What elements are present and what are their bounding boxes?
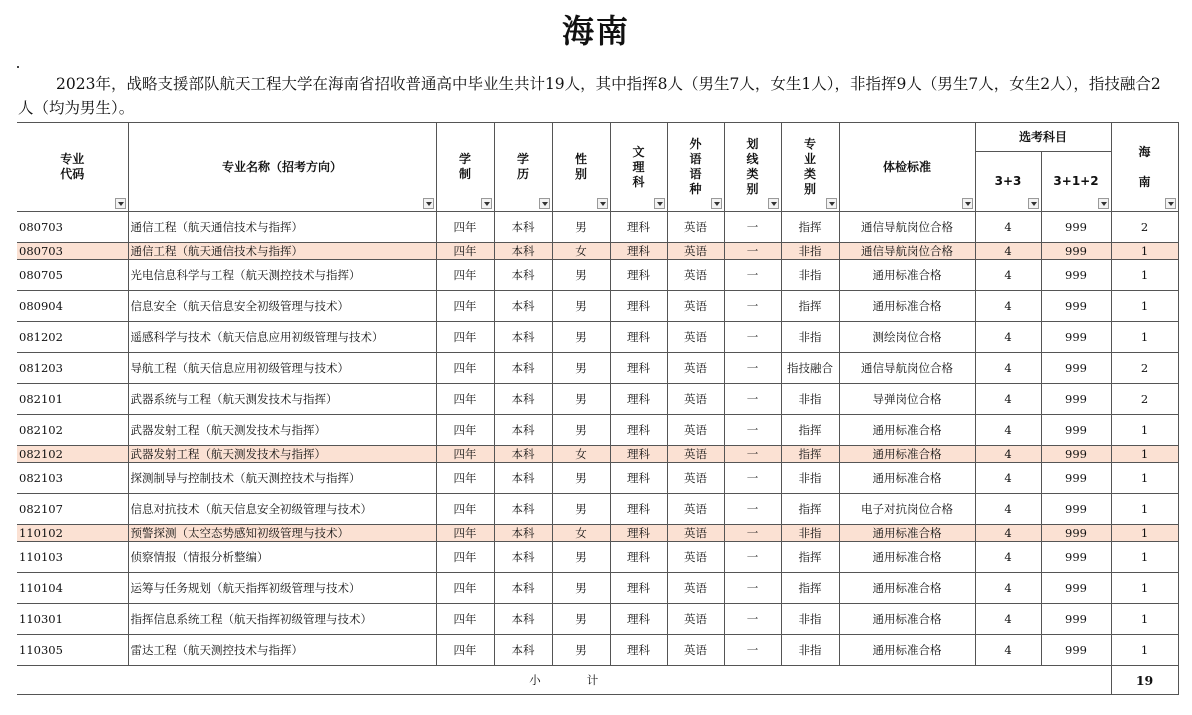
- code-cell: 110103: [17, 542, 128, 573]
- elective-a-cell: 4: [975, 542, 1041, 573]
- header-language: [667, 123, 724, 212]
- degree-cell: 本科: [494, 604, 552, 635]
- table-row: [17, 415, 1178, 446]
- name-cell: 雷达工程（航天测控技术与指挥）: [128, 635, 436, 666]
- degree-cell: 本科: [494, 260, 552, 291]
- gender-cell: 女: [552, 446, 610, 463]
- total-row: [17, 666, 1178, 695]
- count-cell: 1: [1111, 573, 1178, 604]
- physical-cell: 测绘岗位合格: [839, 322, 975, 353]
- language-cell: 英语: [667, 463, 724, 494]
- name-cell: 武器发射工程（航天测发技术与指挥）: [128, 446, 436, 463]
- count-cell: 1: [1111, 415, 1178, 446]
- header-elective-a-label: 3+3: [994, 174, 1022, 188]
- table-row: [17, 291, 1178, 322]
- gender-cell: 男: [552, 542, 610, 573]
- elective-a-cell: 4: [975, 463, 1041, 494]
- count-cell: 1: [1111, 525, 1178, 542]
- filter-dropdown-icon[interactable]: [539, 198, 550, 209]
- subject-cell: 理科: [610, 463, 667, 494]
- table-row: [17, 494, 1178, 525]
- degree-cell: 本科: [494, 446, 552, 463]
- line-cell: 一: [724, 322, 781, 353]
- header-degree-label: 学 历: [516, 152, 529, 181]
- elective-b-cell: 999: [1041, 415, 1111, 446]
- gender-cell: 男: [552, 291, 610, 322]
- language-cell: 英语: [667, 243, 724, 260]
- elective-b-cell: 999: [1041, 243, 1111, 260]
- duration-cell: 四年: [436, 525, 494, 542]
- count-cell: 1: [1111, 291, 1178, 322]
- duration-cell: 四年: [436, 260, 494, 291]
- category-cell: 指挥: [781, 573, 839, 604]
- gender-cell: 男: [552, 384, 610, 415]
- line-cell: 一: [724, 573, 781, 604]
- line-cell: 一: [724, 212, 781, 243]
- header-province-label: 海 南: [1138, 144, 1151, 189]
- header-category-label: 专 业 类 别: [803, 137, 816, 196]
- elective-b-cell: 999: [1041, 291, 1111, 322]
- count-cell: 2: [1111, 384, 1178, 415]
- line-cell: 一: [724, 542, 781, 573]
- name-cell: 侦察情报（情报分析整编）: [128, 542, 436, 573]
- header-physical: [839, 123, 975, 212]
- duration-cell: 四年: [436, 463, 494, 494]
- filter-dropdown-icon[interactable]: [481, 198, 492, 209]
- subject-cell: 理科: [610, 322, 667, 353]
- duration-cell: 四年: [436, 494, 494, 525]
- subject-cell: 理科: [610, 525, 667, 542]
- table-row: [17, 212, 1178, 243]
- header-duration: [436, 123, 494, 212]
- category-cell: 指挥: [781, 542, 839, 573]
- physical-cell: 导弹岗位合格: [839, 384, 975, 415]
- code-cell: 082103: [17, 463, 128, 494]
- line-cell: 一: [724, 463, 781, 494]
- elective-a-cell: 4: [975, 604, 1041, 635]
- filter-dropdown-icon[interactable]: [423, 198, 434, 209]
- elective-b-cell: 999: [1041, 353, 1111, 384]
- physical-cell: 通用标准合格: [839, 446, 975, 463]
- degree-cell: 本科: [494, 415, 552, 446]
- line-cell: 一: [724, 291, 781, 322]
- category-cell: 非指: [781, 635, 839, 666]
- language-cell: 英语: [667, 446, 724, 463]
- degree-cell: 本科: [494, 291, 552, 322]
- filter-dropdown-icon[interactable]: [768, 198, 779, 209]
- name-cell: 信息对抗技术（航天信息安全初级管理与技术）: [128, 494, 436, 525]
- duration-cell: 四年: [436, 415, 494, 446]
- category-cell: 指挥: [781, 212, 839, 243]
- subject-cell: 理科: [610, 604, 667, 635]
- name-cell: 通信工程（航天通信技术与指挥）: [128, 243, 436, 260]
- table-row: [17, 542, 1178, 573]
- elective-a-cell: 4: [975, 494, 1041, 525]
- subject-cell: 理科: [610, 415, 667, 446]
- table-row: [17, 384, 1178, 415]
- header-physical-label: 体检标准: [882, 159, 931, 174]
- physical-cell: 通用标准合格: [839, 260, 975, 291]
- language-cell: 英语: [667, 353, 724, 384]
- filter-dropdown-icon[interactable]: [826, 198, 837, 209]
- elective-a-cell: 4: [975, 291, 1041, 322]
- degree-cell: 本科: [494, 322, 552, 353]
- count-cell: 1: [1111, 604, 1178, 635]
- name-cell: 武器系统与工程（航天测发技术与指挥）: [128, 384, 436, 415]
- name-cell: 指挥信息系统工程（航天指挥初级管理与技术）: [128, 604, 436, 635]
- subject-cell: 理科: [610, 494, 667, 525]
- subject-cell: 理科: [610, 635, 667, 666]
- header-code: [17, 123, 128, 212]
- degree-cell: 本科: [494, 384, 552, 415]
- filter-dropdown-icon[interactable]: [1165, 198, 1176, 209]
- count-cell: 1: [1111, 260, 1178, 291]
- elective-b-cell: 999: [1041, 494, 1111, 525]
- table-row: [17, 243, 1178, 260]
- language-cell: 英语: [667, 291, 724, 322]
- code-cell: 080904: [17, 291, 128, 322]
- code-cell: 110102: [17, 525, 128, 542]
- elective-b-cell: 999: [1041, 542, 1111, 573]
- header-gender-label: 性 别: [574, 152, 587, 181]
- physical-cell: 通用标准合格: [839, 542, 975, 573]
- elective-b-cell: 999: [1041, 604, 1111, 635]
- category-cell: 非指: [781, 604, 839, 635]
- name-cell: 武器发射工程（航天测发技术与指挥）: [128, 415, 436, 446]
- physical-cell: 通信导航岗位合格: [839, 243, 975, 260]
- header-language-label: 外 语 语 种: [689, 137, 702, 196]
- table-row: [17, 604, 1178, 635]
- elective-a-cell: 4: [975, 384, 1041, 415]
- elective-b-cell: 999: [1041, 212, 1111, 243]
- duration-cell: 四年: [436, 353, 494, 384]
- degree-cell: 本科: [494, 494, 552, 525]
- header-line: [724, 123, 781, 212]
- filter-dropdown-icon[interactable]: [654, 198, 665, 209]
- language-cell: 英语: [667, 260, 724, 291]
- header-subject-label: 文 理 科: [632, 144, 645, 189]
- gender-cell: 男: [552, 322, 610, 353]
- count-cell: 1: [1111, 446, 1178, 463]
- header-province: [1111, 123, 1178, 212]
- duration-cell: 四年: [436, 291, 494, 322]
- gender-cell: 男: [552, 604, 610, 635]
- elective-a-cell: 4: [975, 243, 1041, 260]
- table-row: [17, 463, 1178, 494]
- code-cell: 082102: [17, 415, 128, 446]
- duration-cell: 四年: [436, 635, 494, 666]
- bullet-dot: [17, 66, 19, 68]
- gender-cell: 女: [552, 525, 610, 542]
- language-cell: 英语: [667, 573, 724, 604]
- elective-a-cell: 4: [975, 212, 1041, 243]
- subject-cell: 理科: [610, 542, 667, 573]
- table-row: [17, 635, 1178, 666]
- elective-a-cell: 4: [975, 573, 1041, 604]
- code-cell: 110104: [17, 573, 128, 604]
- language-cell: 英语: [667, 384, 724, 415]
- count-cell: 1: [1111, 494, 1178, 525]
- count-cell: 1: [1111, 243, 1178, 260]
- category-cell: 非指: [781, 243, 839, 260]
- header-name: [128, 123, 436, 212]
- duration-cell: 四年: [436, 322, 494, 353]
- physical-cell: 通用标准合格: [839, 291, 975, 322]
- header-name-label: 专业名称（招考方向）: [221, 159, 342, 174]
- language-cell: 英语: [667, 415, 724, 446]
- language-cell: 英语: [667, 542, 724, 573]
- duration-cell: 四年: [436, 542, 494, 573]
- subject-cell: 理科: [610, 353, 667, 384]
- physical-cell: 通信导航岗位合格: [839, 353, 975, 384]
- line-cell: 一: [724, 243, 781, 260]
- line-cell: 一: [724, 353, 781, 384]
- subject-cell: 理科: [610, 573, 667, 604]
- subject-cell: 理科: [610, 212, 667, 243]
- filter-dropdown-icon[interactable]: [711, 198, 722, 209]
- table-body: [17, 212, 1178, 666]
- count-cell: 2: [1111, 353, 1178, 384]
- page-title: 海南: [561, 12, 630, 50]
- header-duration-label: 学 制: [458, 152, 471, 181]
- header-subject: [610, 123, 667, 212]
- name-cell: 光电信息科学与工程（航天测控技术与指挥）: [128, 260, 436, 291]
- physical-cell: 通用标准合格: [839, 635, 975, 666]
- line-cell: 一: [724, 415, 781, 446]
- elective-b-cell: 999: [1041, 463, 1111, 494]
- degree-cell: 本科: [494, 573, 552, 604]
- physical-cell: 通用标准合格: [839, 415, 975, 446]
- line-cell: 一: [724, 384, 781, 415]
- category-cell: 非指: [781, 525, 839, 542]
- elective-b-cell: 999: [1041, 525, 1111, 542]
- line-cell: 一: [724, 525, 781, 542]
- physical-cell: 通用标准合格: [839, 604, 975, 635]
- category-cell: 非指: [781, 463, 839, 494]
- count-cell: 2: [1111, 212, 1178, 243]
- gender-cell: 男: [552, 212, 610, 243]
- gender-cell: 男: [552, 353, 610, 384]
- physical-cell: 通用标准合格: [839, 573, 975, 604]
- filter-dropdown-icon[interactable]: [1098, 198, 1109, 209]
- header-line-label: 划 线 类 别: [746, 137, 759, 196]
- table-row: [17, 353, 1178, 384]
- enrollment-table: [17, 122, 1179, 695]
- filter-dropdown-icon[interactable]: [1028, 198, 1039, 209]
- category-cell: 指挥: [781, 291, 839, 322]
- subject-cell: 理科: [610, 446, 667, 463]
- degree-cell: 本科: [494, 463, 552, 494]
- header-degree: [494, 123, 552, 212]
- gender-cell: 男: [552, 494, 610, 525]
- name-cell: 运筹与任务规划（航天指挥初级管理与技术）: [128, 573, 436, 604]
- category-cell: 非指: [781, 384, 839, 415]
- header-elective-a: [975, 152, 1041, 212]
- physical-cell: 通用标准合格: [839, 525, 975, 542]
- header-elective-b: [1041, 152, 1111, 212]
- degree-cell: 本科: [494, 525, 552, 542]
- gender-cell: 男: [552, 573, 610, 604]
- language-cell: 英语: [667, 494, 724, 525]
- category-cell: 指技融合: [781, 353, 839, 384]
- name-cell: 导航工程（航天信息应用初级管理与技术）: [128, 353, 436, 384]
- gender-cell: 男: [552, 415, 610, 446]
- elective-b-cell: 999: [1041, 260, 1111, 291]
- name-cell: 通信工程（航天通信技术与指挥）: [128, 212, 436, 243]
- elective-a-cell: 4: [975, 635, 1041, 666]
- language-cell: 英语: [667, 322, 724, 353]
- elective-b-cell: 999: [1041, 573, 1111, 604]
- gender-cell: 男: [552, 463, 610, 494]
- category-cell: 非指: [781, 322, 839, 353]
- language-cell: 英语: [667, 212, 724, 243]
- header-gender: [552, 123, 610, 212]
- elective-a-cell: 4: [975, 353, 1041, 384]
- category-cell: 指挥: [781, 494, 839, 525]
- gender-cell: 男: [552, 635, 610, 666]
- line-cell: 一: [724, 446, 781, 463]
- header-code-label: 专业 代码: [60, 152, 85, 181]
- table-row: [17, 260, 1178, 291]
- table-row: [17, 322, 1178, 353]
- header-category: [781, 123, 839, 212]
- count-cell: 1: [1111, 322, 1178, 353]
- language-cell: 英语: [667, 635, 724, 666]
- elective-b-cell: 999: [1041, 322, 1111, 353]
- duration-cell: 四年: [436, 243, 494, 260]
- category-cell: 指挥: [781, 415, 839, 446]
- language-cell: 英语: [667, 604, 724, 635]
- duration-cell: 四年: [436, 573, 494, 604]
- gender-cell: 女: [552, 243, 610, 260]
- code-cell: 081202: [17, 322, 128, 353]
- language-cell: 英语: [667, 525, 724, 542]
- table-row: [17, 446, 1178, 463]
- count-cell: 1: [1111, 463, 1178, 494]
- duration-cell: 四年: [436, 212, 494, 243]
- subject-cell: 理科: [610, 260, 667, 291]
- table-row: [17, 525, 1178, 542]
- code-cell: 082102: [17, 446, 128, 463]
- elective-a-cell: 4: [975, 525, 1041, 542]
- total-count: 19: [1111, 666, 1178, 695]
- physical-cell: 通信导航岗位合格: [839, 212, 975, 243]
- physical-cell: 通用标准合格: [839, 463, 975, 494]
- header-elective-label: 选考科目: [1019, 129, 1068, 144]
- code-cell: 080703: [17, 243, 128, 260]
- line-cell: 一: [724, 260, 781, 291]
- code-cell: 082101: [17, 384, 128, 415]
- header-elective-b-label: 3+1+2: [1053, 174, 1099, 188]
- category-cell: 指挥: [781, 446, 839, 463]
- code-cell: 110305: [17, 635, 128, 666]
- intro-paragraph: 2023年，战略支援部队航天工程大学在海南省招收普通高中毕业生共计19人，其中指挥8人（男生7人，女生1人），非指挥9人（男生7人，女生2人），指技融合2人（均为男生）。: [18, 75, 1161, 117]
- code-cell: 081203: [17, 353, 128, 384]
- subject-cell: 理科: [610, 243, 667, 260]
- line-cell: 一: [724, 635, 781, 666]
- total-label: 小 计: [17, 666, 1111, 695]
- header-elective: [975, 123, 1111, 152]
- code-cell: 082107: [17, 494, 128, 525]
- table-row: [17, 573, 1178, 604]
- category-cell: 非指: [781, 260, 839, 291]
- degree-cell: 本科: [494, 212, 552, 243]
- filter-dropdown-icon[interactable]: [115, 198, 126, 209]
- name-cell: 探测制导与控制技术（航天测控技术与指挥）: [128, 463, 436, 494]
- count-cell: 1: [1111, 542, 1178, 573]
- code-cell: 080703: [17, 212, 128, 243]
- elective-a-cell: 4: [975, 322, 1041, 353]
- degree-cell: 本科: [494, 243, 552, 260]
- duration-cell: 四年: [436, 446, 494, 463]
- elective-a-cell: 4: [975, 446, 1041, 463]
- line-cell: 一: [724, 494, 781, 525]
- degree-cell: 本科: [494, 542, 552, 573]
- line-cell: 一: [724, 604, 781, 635]
- physical-cell: 电子对抗岗位合格: [839, 494, 975, 525]
- code-cell: 080705: [17, 260, 128, 291]
- name-cell: 信息安全（航天信息安全初级管理与技术）: [128, 291, 436, 322]
- elective-a-cell: 4: [975, 415, 1041, 446]
- duration-cell: 四年: [436, 604, 494, 635]
- subject-cell: 理科: [610, 291, 667, 322]
- duration-cell: 四年: [436, 384, 494, 415]
- elective-b-cell: 999: [1041, 635, 1111, 666]
- name-cell: 遥感科学与技术（航天信息应用初级管理与技术）: [128, 322, 436, 353]
- filter-dropdown-icon[interactable]: [962, 198, 973, 209]
- degree-cell: 本科: [494, 635, 552, 666]
- name-cell: 预警探测（太空态势感知初级管理与技术）: [128, 525, 436, 542]
- count-cell: 1: [1111, 635, 1178, 666]
- elective-b-cell: 999: [1041, 384, 1111, 415]
- subject-cell: 理科: [610, 384, 667, 415]
- code-cell: 110301: [17, 604, 128, 635]
- gender-cell: 男: [552, 260, 610, 291]
- elective-a-cell: 4: [975, 260, 1041, 291]
- degree-cell: 本科: [494, 353, 552, 384]
- filter-dropdown-icon[interactable]: [597, 198, 608, 209]
- elective-b-cell: 999: [1041, 446, 1111, 463]
